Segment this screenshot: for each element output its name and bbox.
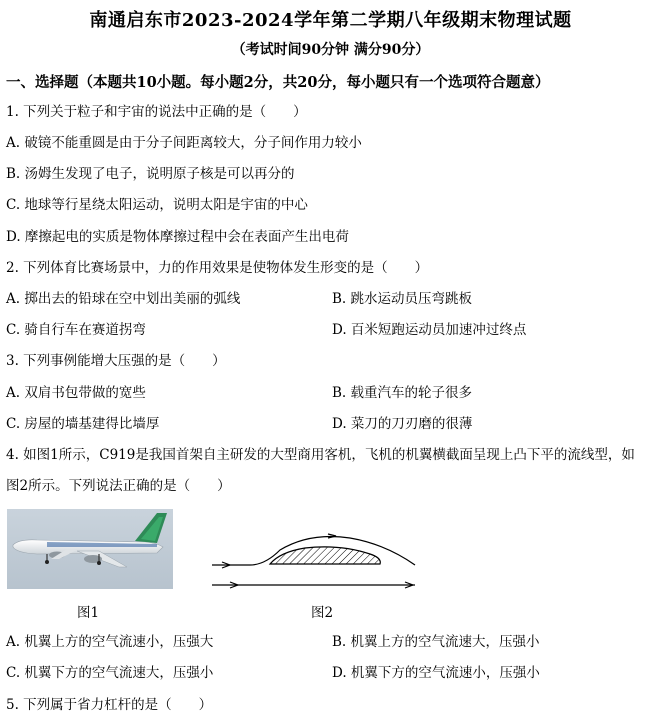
question-5-stem: 5. 下列属于省力杠杆的是（ ） bbox=[6, 697, 213, 713]
q4-option-d: D. 机翼下方的空气流速小，压强小 bbox=[332, 665, 540, 681]
q2-option-a: A. 掷出去的铅球在空中划出美丽的弧线 bbox=[6, 291, 241, 307]
q4-option-c: C. 机翼下方的空气流速大，压强小 bbox=[6, 665, 214, 681]
figure-2-wing-cross-section-diagram bbox=[210, 530, 424, 600]
q1-option-b: B. 汤姆生发现了电子，说明原子核是可以再分的 bbox=[6, 166, 295, 182]
question-4-stem-line-1: 4. 如图1所示，C919是我国首架自主研发的大型商用客机，飞机的机翼横截面呈现上凸下平的流线型，如 bbox=[6, 447, 635, 463]
q3-option-a: A. 双肩书包带做的宽些 bbox=[6, 385, 146, 401]
exam-subtitle: （考试时间90分钟 满分90分） bbox=[231, 42, 430, 58]
question-4-stem-line-2: 图2所示。下列说法正确的是（ ） bbox=[6, 478, 231, 494]
figure-2-caption: 图2 bbox=[311, 605, 334, 621]
q3-option-b: B. 载重汽车的轮子很多 bbox=[332, 385, 473, 401]
question-3-stem: 3. 下列事例能增大压强的是（ ） bbox=[6, 353, 226, 369]
q2-option-b: B. 跳水运动员压弯跳板 bbox=[332, 291, 473, 307]
q1-option-a: A. 破镜不能重圆是由于分子间距离较大，分子间作用力较小 bbox=[6, 135, 362, 151]
q3-option-d: D. 菜刀的刀刃磨的很薄 bbox=[332, 416, 473, 432]
q1-option-c: C. 地球等行星绕太阳运动，说明太阳是宇宙的中心 bbox=[6, 197, 308, 213]
section-heading: 一、选择题（本题共10小题。每小题2分，共20分，每小题只有一个选项符合题意） bbox=[6, 74, 550, 91]
exam-title: 南通启东市2023-2024学年第二学期八年级期末物理试题 bbox=[89, 10, 572, 31]
q1-option-d: D. 摩擦起电的实质是物体摩擦过程中会在表面产生出电荷 bbox=[6, 229, 349, 245]
question-1-stem: 1. 下列关于粒子和宇宙的说法中正确的是（ ） bbox=[6, 104, 307, 120]
question-2-stem: 2. 下列体育比赛场景中，力的作用效果是使物体发生形变的是（ ） bbox=[6, 260, 429, 276]
q4-option-a: A. 机翼上方的空气流速小，压强大 bbox=[6, 634, 214, 650]
figure-1-airplane-photo bbox=[7, 509, 173, 589]
q3-option-c: C. 房屋的墙基建得比墙厚 bbox=[6, 416, 160, 432]
figure-1-caption: 图1 bbox=[77, 605, 100, 621]
q4-option-b: B. 机翼上方的空气流速大，压强小 bbox=[332, 634, 540, 650]
q2-option-c: C. 骑自行车在赛道拐弯 bbox=[6, 322, 146, 338]
q2-option-d: D. 百米短跑运动员加速冲过终点 bbox=[332, 322, 527, 338]
